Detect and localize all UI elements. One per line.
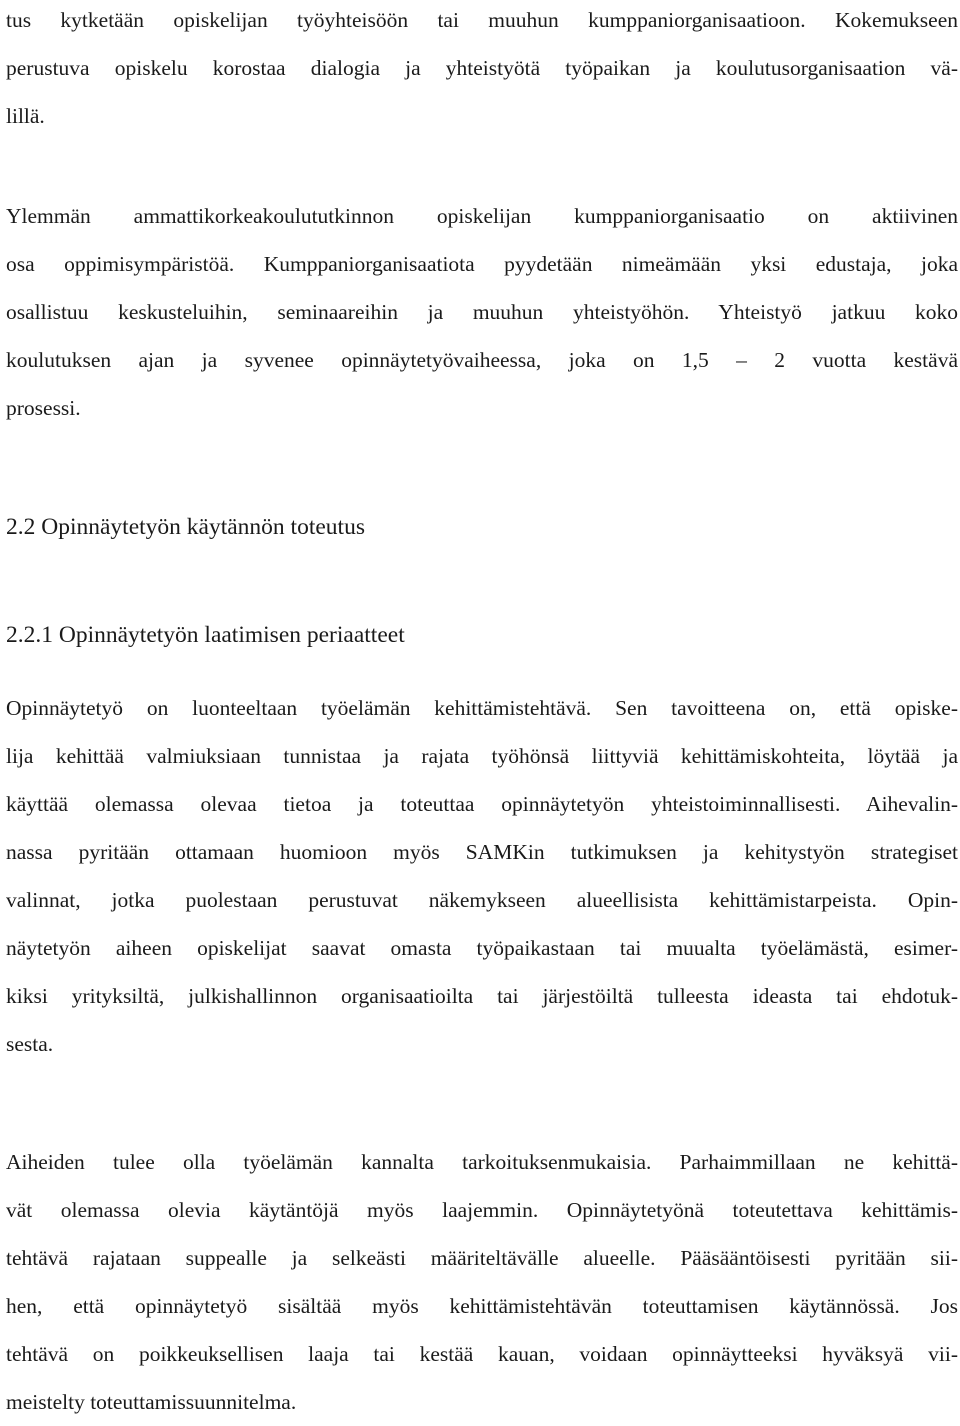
section-heading: 2.2 Opinnäytetyön käytännön toteutus — [6, 514, 365, 540]
text-line: sesta. — [6, 1032, 54, 1056]
text-line: meistelty toteuttamissuunnitelma. — [6, 1390, 297, 1414]
subsection-heading: 2.2.1 Opinnäytetyön laatimisen periaatteet — [6, 622, 405, 648]
text-line: osallistuu keskusteluihin, seminaareihin ja muuhun yhteistyöhön. Yhteistyö jatkuu koko — [6, 300, 958, 324]
text-line: näytetyön aiheen opiskelijat saavat omasta työpaikastaan tai muualta työelämästä, esimer- — [6, 936, 958, 960]
text-line: käyttää olemassa olevaa tietoa ja toteuttaa opinnäytetyön yhteistoiminnallisesti. Aihevalin- — [6, 792, 958, 816]
text-line: tehtävä rajataan suppealle ja selkeästi määriteltävälle alueelle. Pääsääntöisesti pyritään sii- — [6, 1246, 958, 1270]
text-line: tus kytketään opiskelijan työyhteisöön tai muuhun kumppaniorganisaatioon. Kokemukseen — [6, 8, 958, 32]
paragraph-1 — [6, 0, 958, 140]
text-line: Opinnäytetyö on luonteeltaan työelämän kehittämistehtävä. Sen tavoitteena on, että opiske- — [6, 696, 958, 720]
text-line: tehtävä on poikkeuksellisen laaja tai kestää kauan, voidaan opinnäytteeksi hyväksyä vii- — [6, 1342, 958, 1366]
text-line: lija kehittää valmiuksiaan tunnistaa ja rajata työhönsä liittyviä kehittämiskohteita, löytää ja — [6, 744, 958, 768]
text-line: osa oppimisympäristöä. Kumppaniorganisaatiota pyydetään nimeämään yksi edustaja, joka — [6, 252, 958, 276]
section-heading-block — [6, 510, 958, 544]
text-line: nassa pyritään ottamaan huomioon myös SAMKin tutkimuksen ja kehitystyön strategiset — [6, 840, 958, 864]
text-line: hen, että opinnäytetyö sisältää myös kehittämistehtävän toteuttamisen käytännössä. Jos — [6, 1294, 958, 1318]
text-line: vät olemassa olevia käytäntöjä myös laajemmin. Opinnäytetyönä toteutettava kehittämis- — [6, 1198, 958, 1222]
text-line: lillä. — [6, 104, 45, 128]
paragraph-2 — [6, 192, 958, 432]
subsection-heading-block — [6, 618, 958, 652]
paragraph-4 — [6, 1138, 958, 1426]
text-line: perustuva opiskelu korostaa dialogia ja yhteistyötä työpaikan ja koulutusorganisaation vä- — [6, 56, 958, 80]
text-line: prosessi. — [6, 396, 81, 420]
text-line: valinnat, jotka puolestaan perustuvat näkemykseen alueellisista kehittämistarpeista. Opin- — [6, 888, 958, 912]
text-line: Ylemmän ammattikorkeakoulututkinnon opiskelijan kumppaniorganisaatio on aktiivinen — [6, 204, 958, 228]
text-line: koulutuksen ajan ja syvenee opinnäytetyövaiheessa, joka on 1,5 – 2 vuotta kestävä — [6, 348, 958, 372]
text-line: kiksi yrityksiltä, julkishallinnon organisaatioilta tai järjestöiltä tulleesta ideasta tai ehdotuk- — [6, 984, 958, 1008]
paragraph-3 — [6, 684, 958, 1068]
text-line: Aiheiden tulee olla työelämän kannalta tarkoituksenmukaisia. Parhaimmillaan ne kehittä- — [6, 1150, 958, 1174]
